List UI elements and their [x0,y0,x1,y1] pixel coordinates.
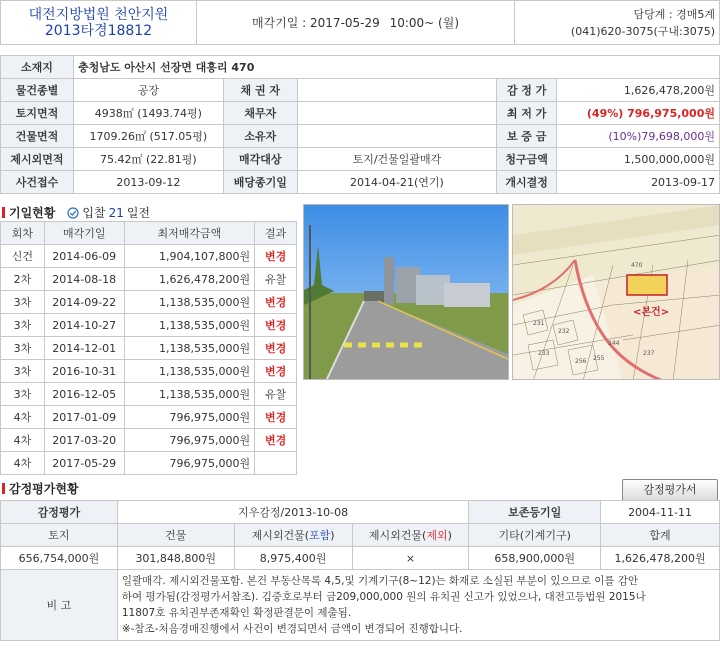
lot-label: 255 [593,355,605,362]
history-header: 결과 [255,222,297,245]
info-label: 개시결정 [497,171,557,194]
map-main-label: <본건> [633,307,670,318]
info-value: 1,500,000,000원 [557,148,720,171]
sale-date-cell [197,1,515,45]
history-round: 신건 [1,245,45,268]
dept-phone: (041)620-3075(구내:3075) [570,24,715,38]
red-bar-icon [2,483,5,494]
info-value: (49%) 796,975,000원 [557,102,720,125]
history-row [1,245,297,268]
info-label: 감 정 가 [497,79,557,102]
history-price: 1,138,535,000원 [124,360,255,383]
history-date: 2014-10-27 [44,314,124,337]
val-total: 1,626,478,200원 [601,547,720,570]
red-bar-icon [2,207,5,218]
info-label: 사건접수 [1,171,74,194]
appraiser-value: 지우감정/2013-10-08 [117,501,469,524]
location-label: 소재지 [1,56,74,79]
val-incl: 8,975,400원 [234,547,352,570]
appraisal-title: 감정평가현황 [9,482,79,496]
court-name: 대전지방법원 천안지원 [28,6,169,23]
history-round: 4차 [1,452,45,475]
info-label: 채 권 자 [223,79,297,102]
case-header [0,0,720,45]
remark-label: 비 고 [1,570,118,641]
history-price: 796,975,000원 [124,452,255,475]
history-round: 3차 [1,383,45,406]
appraisal-table [0,500,720,641]
info-value: 4938㎡ (1493.74평) [73,102,223,125]
bid-countdown [67,204,150,221]
history-section-title [2,204,150,221]
history-date: 2014-12-01 [44,337,124,360]
property-info-table [0,55,720,194]
history-result: 변경 [255,360,297,383]
history-date: 2017-01-09 [44,406,124,429]
history-price: 1,138,535,000원 [124,383,255,406]
property-photo[interactable] [303,204,509,380]
history-row [1,429,297,452]
history-round: 3차 [1,314,45,337]
col-other: 기타(기계기구) [469,524,601,547]
col-excl: 제시외건물(제외) [352,524,469,547]
bid-days: 21 [108,205,124,220]
history-result: 유찰 [255,268,297,291]
history-round: 4차 [1,429,45,452]
info-label: 토지면적 [1,102,74,125]
history-date: 2017-03-20 [44,429,124,452]
lot-label: 232 [558,328,570,335]
case-number: 2013타경18812 [44,22,153,39]
col-building: 건물 [117,524,234,547]
history-price: 1,138,535,000원 [124,314,255,337]
info-label: 제시외면적 [1,148,74,171]
history-row [1,406,297,429]
col-incl: 제시외건물(포함) [234,524,352,547]
case-received-row [1,171,720,194]
history-header: 최저매각금액 [124,222,255,245]
info-value: 1,626,478,200원 [557,79,720,102]
col-total: 합계 [601,524,720,547]
info-label: 채무자 [223,102,297,125]
col-land: 토지 [1,524,118,547]
info-value: (10%)79,698,000원 [557,125,720,148]
info-label: 물건종별 [1,79,74,102]
history-round: 4차 [1,406,45,429]
history-row [1,360,297,383]
history-result [255,452,297,475]
history-price: 796,975,000원 [124,406,255,429]
info-label: 배당종기일 [223,171,297,194]
info-value [297,102,496,125]
info-value: 75.42㎡ (22.81평) [73,148,223,171]
appraisal-report-button[interactable]: 감정평가서 [622,479,718,501]
remark-line: 하여 평가됨(감정평가서참조). 김중호로부터 금209,000,000 원의 유치권 신고가 있었으나, 대전고등법원 2015나 [121,591,646,603]
history-date: 2016-10-31 [44,360,124,383]
history-price: 1,138,535,000원 [124,291,255,314]
cadastral-map[interactable] [512,204,720,380]
remark-content [117,570,719,641]
info-label: 매각대상 [223,148,297,171]
appraiser-label: 감정평가 [1,501,118,524]
item-type-row [1,79,720,102]
history-price: 1,138,535,000원 [124,337,255,360]
history-result: 변경 [255,291,297,314]
info-label: 최 저 가 [497,102,557,125]
history-round: 2차 [1,268,45,291]
location-value: 충청남도 아산시 선장면 대흥리 470 [73,56,719,79]
land-area-row [1,102,720,125]
val-excl: × [352,547,469,570]
lot-label: 233 [538,350,550,357]
remark-line: 일괄매각. 제시외건물포함. 본건 부동산목록 4,5,및 기계기구(8~12)는 화재로 소실된 부분이 있으므로 이를 감안 [121,575,639,587]
dept-cell [515,1,720,45]
history-date: 2016-12-05 [44,383,124,406]
history-date: 2014-06-09 [44,245,124,268]
lot-label: 244 [608,340,620,347]
history-row [1,291,297,314]
val-building: 301,848,800원 [117,547,234,570]
bid-days-suffix: 일전 [126,206,151,220]
history-result: 유찰 [255,383,297,406]
lot-label: 470 [631,262,643,269]
info-label: 청구금액 [497,148,557,171]
map-image [513,205,720,380]
info-value [297,125,496,148]
dept-name: 담당계 : 경매5계 [633,7,715,21]
info-value: 2013-09-17 [557,171,720,194]
remark-line: ※-참조-처음경매진행에서 사건이 변경되면서 금액이 변경되어 진행합니다. [121,623,463,635]
history-header: 매각기일 [44,222,124,245]
history-result: 변경 [255,406,297,429]
history-header: 회차 [1,222,45,245]
lot-label: 231 [533,320,545,327]
val-land: 656,754,000원 [1,547,118,570]
history-result: 변경 [255,245,297,268]
history-price: 796,975,000원 [124,429,255,452]
history-date: 2017-05-29 [44,452,124,475]
history-price: 1,626,478,200원 [124,268,255,291]
remark-line: 11807호 유치권부존재확인 확정판결문이 제출됨. [121,607,352,619]
history-result: 변경 [255,429,297,452]
history-row [1,314,297,337]
sale-time: 10:00~ (월) [389,16,460,30]
check-circle-icon [67,207,79,219]
building-area-row [1,125,720,148]
case-title-cell [1,1,197,45]
history-row [1,383,297,406]
history-row [1,268,297,291]
factory-photo-image [304,205,509,380]
info-value: 토지/건물일괄매각 [297,148,496,171]
info-label: 건물면적 [1,125,74,148]
history-round: 3차 [1,360,45,383]
registration-value: 2004-11-11 [601,501,720,524]
info-label: 소유자 [223,125,297,148]
extra-area-row [1,148,720,171]
bid-label: 입찰 [82,206,106,220]
history-price: 1,904,107,800원 [124,245,255,268]
info-value: 공장 [73,79,223,102]
history-row [1,337,297,360]
info-value: 1709.26㎡ (517.05평) [73,125,223,148]
history-round: 3차 [1,337,45,360]
val-other: 658,900,000원 [469,547,601,570]
appraisal-section-title [2,480,79,497]
lot-label: 256 [575,358,587,365]
lot-label: 237 [643,350,655,357]
info-value [297,79,496,102]
history-title: 기일현황 [9,206,56,220]
info-value: 2014-04-21(연기) [297,171,496,194]
info-value: 2013-09-12 [73,171,223,194]
history-date: 2014-08-18 [44,268,124,291]
history-round: 3차 [1,291,45,314]
location-row [1,56,720,79]
history-table [0,221,297,475]
history-row [1,452,297,475]
sale-date: 매각기일 : 2017-05-29 [251,16,380,30]
history-date: 2014-09-22 [44,291,124,314]
info-label: 보 증 금 [497,125,557,148]
registration-label: 보존등기일 [469,501,601,524]
history-result: 변경 [255,337,297,360]
history-result: 변경 [255,314,297,337]
